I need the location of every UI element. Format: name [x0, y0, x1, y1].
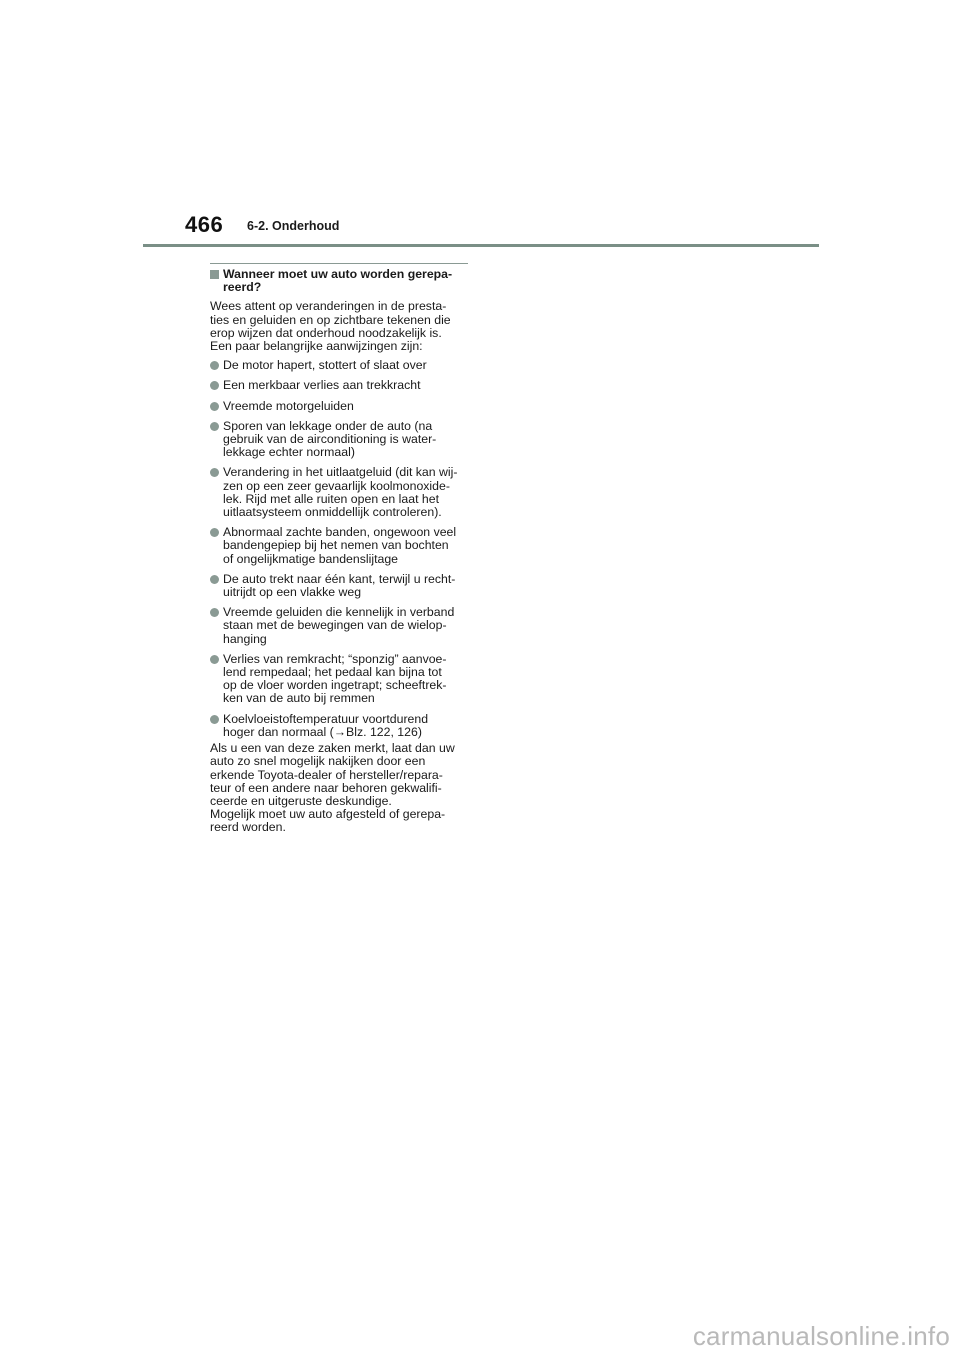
closing-paragraph [210, 742, 468, 834]
intro-paragraph [210, 300, 468, 353]
header-rule [143, 244, 819, 247]
bullet-dot-icon [210, 655, 219, 664]
list-item-text: Verlies van remkracht; “sponzig” aanvoe- lend rempedaal; het pedaal kan bijna tot op de vloer worden ingetrapt; scheeftrek- ken van de auto bij remmen [223, 651, 447, 706]
bullet-dot-icon [210, 361, 219, 370]
list-item [210, 606, 468, 646]
list-item [210, 466, 468, 519]
symptom-list [210, 359, 468, 739]
bullet-dot-icon [210, 468, 219, 477]
list-item [210, 420, 468, 460]
topic-heading-line2: reerd? [223, 280, 262, 295]
list-item-text: Vreemde geluiden die kennelijk in verband staan met de bewegingen van de wielop- hanging [223, 605, 455, 646]
list-item-text: Verandering in het uitlaatgeluid (dit kan wij- zen op een zeer gevaarlijk koolmonoxide- lek. Rijd met alle ruiten open en laat het uitlaatsysteem onmiddellijk controleren). [223, 465, 458, 520]
list-item-text: Vreemde motorgeluiden [223, 398, 354, 413]
watermark: carmanualsonline.info [692, 1321, 950, 1351]
topic-heading [210, 268, 468, 294]
closing-text: Als u een van deze zaken merkt, laat dan uw auto zo snel mogelijk nakijken door een erkende Toyota-dealer of hersteller/repara- teur of een andere naar behoren gekwalifi- ceerde en uitgeruste deskundige. [210, 741, 455, 808]
bullet-dot-icon [210, 575, 219, 584]
list-item [210, 653, 468, 706]
list-item [210, 573, 468, 599]
list-item-text: Een merkbaar verlies aan trekkracht [223, 378, 421, 393]
bullet-dot-icon [210, 402, 219, 411]
bullet-dot-icon [210, 715, 219, 724]
list-item [210, 526, 468, 566]
closing-text-2: Mogelijk moet uw auto afgesteld of gerepa- reerd worden. [210, 807, 446, 835]
intro-text: Wees attent op veranderingen in de presta- ties en geluiden en op zichtbare tekenen die erop wijzen dat onderhoud noodzakelijk is. Een paar belangrijke aanwijzingen zijn: [210, 299, 451, 354]
topic-divider [210, 263, 468, 264]
page-number: 466 [185, 212, 224, 237]
section-title: 6-2. Onderhoud [247, 219, 340, 233]
list-item-text: Sporen van lekkage onder de auto (na gebruik van de airconditioning is water- lekkage echter normaal) [223, 418, 437, 460]
list-item-text: Koelvloeistoftemperatuur voortdurend hoger dan normaal (→Blz. 122, 126) [223, 711, 429, 739]
list-item-text: Abnormaal zachte banden, ongewoon veel bandengepiep bij het nemen van bochten of ongelijkmatige bandenslijtage [223, 525, 457, 566]
bullet-dot-icon [210, 422, 219, 431]
bullet-dot-icon [210, 528, 219, 537]
list-item [210, 359, 468, 372]
square-bullet-icon [210, 270, 219, 279]
bullet-dot-icon [210, 381, 219, 390]
list-item [210, 713, 468, 739]
bullet-dot-icon [210, 608, 219, 617]
main-content [210, 263, 468, 835]
topic-heading-line1: Wanneer moet uw auto worden gerepa- [223, 267, 453, 281]
list-item [210, 400, 468, 413]
list-item [210, 379, 468, 392]
list-item-text: De auto trekt naar één kant, terwijl u recht- uitrijdt op een vlakke weg [223, 571, 456, 600]
list-item-text: De motor hapert, stottert of slaat over [223, 358, 427, 373]
